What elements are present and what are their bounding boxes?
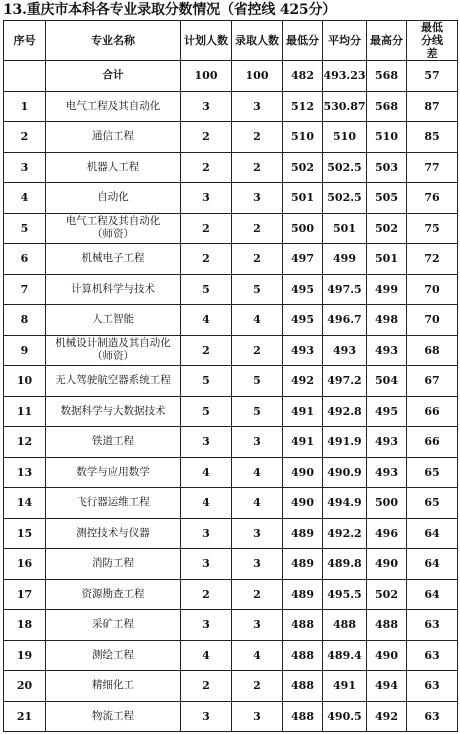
table-cell-min-diff: 63: [407, 671, 458, 702]
table-cell-max-score: 493: [367, 335, 407, 366]
header-plan: 计划人数: [181, 21, 232, 61]
table-cell-major: 机械设计制造及其自动化 （师资）: [46, 335, 181, 366]
table-row: [4, 457, 458, 488]
table-cell-plan: 4: [181, 457, 232, 488]
table-cell-avg-score: 497.5: [323, 274, 367, 305]
table-cell-max-score: 504: [367, 366, 407, 397]
table-cell-major: 通信工程: [46, 122, 181, 153]
table-cell-admit: 2: [232, 579, 283, 610]
table-cell-avg-score: 490.9: [323, 457, 367, 488]
table-cell-admit: 3: [232, 91, 283, 122]
table-cell-major: 物流工程: [46, 701, 181, 732]
table-cell-max-score: 503: [367, 152, 407, 183]
table-cell-avg-score: 510: [323, 122, 367, 153]
table-cell-admit: 2: [232, 213, 283, 244]
table-cell-admit: 3: [232, 549, 283, 580]
table-cell-max-score: 490: [367, 640, 407, 671]
table-cell-avg-score: 493.23: [323, 61, 367, 92]
table-row: [4, 366, 458, 397]
table-cell-min-score: 491: [283, 427, 323, 458]
table-cell-major: 精细化工: [46, 671, 181, 702]
table-cell-avg-score: 493: [323, 335, 367, 366]
table-cell-plan: 3: [181, 427, 232, 458]
table-cell-min-diff: 63: [407, 701, 458, 732]
table-cell-major: 电气工程及其自动化 （师资）: [46, 213, 181, 244]
table-cell-plan: 4: [181, 488, 232, 519]
table-row: [4, 244, 458, 275]
table-cell-min-score: 489: [283, 518, 323, 549]
table-row: [4, 427, 458, 458]
table-cell-admit: 4: [232, 457, 283, 488]
table-cell-major: 自动化: [46, 183, 181, 214]
table-cell-max-score: 496: [367, 518, 407, 549]
table-cell-max-score: 492: [367, 701, 407, 732]
table-cell-min-diff: 65: [407, 457, 458, 488]
table-row: [4, 152, 458, 183]
table-cell-index: 2: [4, 122, 46, 153]
table-cell-major: 资源勘查工程: [46, 579, 181, 610]
table-cell-admit: 4: [232, 488, 283, 519]
table-cell-min-score: 495: [283, 274, 323, 305]
table-cell-admit: 3: [232, 610, 283, 641]
table-cell-avg-score: 491.9: [323, 427, 367, 458]
table-cell-index: 1: [4, 91, 46, 122]
table-cell-index: 12: [4, 427, 46, 458]
table-row: [4, 335, 458, 366]
table-cell-max-score: 493: [367, 457, 407, 488]
table-cell-major: 消防工程: [46, 549, 181, 580]
table-cell-min-diff: 87: [407, 91, 458, 122]
table-row: [4, 701, 458, 732]
table-row: [4, 518, 458, 549]
table-cell-plan: 4: [181, 305, 232, 336]
table-cell-avg-score: 497.2: [323, 366, 367, 397]
table-cell-plan: 5: [181, 396, 232, 427]
table-cell-plan: 2: [181, 671, 232, 702]
table-cell-avg-score: 489.8: [323, 549, 367, 580]
table-cell-min-score: 489: [283, 549, 323, 580]
table-cell-avg-score: 496.7: [323, 305, 367, 336]
table-cell-min-diff: 67: [407, 366, 458, 397]
table-cell-min-score: 489: [283, 579, 323, 610]
table-cell-major: 机械电子工程: [46, 244, 181, 275]
table-cell-min-score: 490: [283, 457, 323, 488]
table-cell-min-score: 510: [283, 122, 323, 153]
table-cell-avg-score: 492.8: [323, 396, 367, 427]
table-cell-avg-score: 492.2: [323, 518, 367, 549]
table-cell-major: 数学与应用数学: [46, 457, 181, 488]
table-cell-major: 铁道工程: [46, 427, 181, 458]
table-cell-min-score: 482: [283, 61, 323, 92]
table-cell-admit: 3: [232, 701, 283, 732]
table-cell-min-score: 501: [283, 183, 323, 214]
table-cell-index: 4: [4, 183, 46, 214]
table-cell-index: 21: [4, 701, 46, 732]
header-min-diff: 最低分线差: [407, 21, 458, 61]
table-cell-plan: 3: [181, 610, 232, 641]
table-cell-max-score: 568: [367, 61, 407, 92]
table-cell-min-score: 490: [283, 488, 323, 519]
table-cell-min-score: 493: [283, 335, 323, 366]
table-cell-max-score: 500: [367, 488, 407, 519]
table-cell-plan: 4: [181, 640, 232, 671]
table-cell-index: 16: [4, 549, 46, 580]
table-cell-avg-score: 502.5: [323, 152, 367, 183]
total-row: [4, 61, 458, 92]
table-cell-max-score: 498: [367, 305, 407, 336]
table-row: [4, 579, 458, 610]
table-row: [4, 640, 458, 671]
table-cell-min-diff: 64: [407, 549, 458, 580]
table-cell-max-score: 501: [367, 244, 407, 275]
table-cell-min-diff: 75: [407, 213, 458, 244]
table-cell-admit: 4: [232, 305, 283, 336]
table-cell-plan: 5: [181, 274, 232, 305]
table-cell-index: 3: [4, 152, 46, 183]
table-cell-avg-score: 488: [323, 610, 367, 641]
header-avg-score: 平均分: [323, 21, 367, 61]
table-row: [4, 396, 458, 427]
table-cell-index: 5: [4, 213, 46, 244]
table-cell-admit: 2: [232, 122, 283, 153]
table-cell-major: 电气工程及其自动化: [46, 91, 181, 122]
table-row: [4, 274, 458, 305]
table-cell-min-diff: 68: [407, 335, 458, 366]
table-cell-max-score: 499: [367, 274, 407, 305]
table-row: [4, 122, 458, 153]
table-row: [4, 213, 458, 244]
table-cell-plan: 3: [181, 91, 232, 122]
header-admit: 录取人数: [232, 21, 283, 61]
table-row: [4, 549, 458, 580]
table-cell-plan: 2: [181, 335, 232, 366]
table-row: [4, 488, 458, 519]
table-cell-min-diff: 76: [407, 183, 458, 214]
document-title: 13.重庆市本科各专业录取分数情况（省控线 425分）: [3, 2, 337, 18]
table-cell-max-score: 568: [367, 91, 407, 122]
table-cell-admit: 2: [232, 244, 283, 275]
table-cell-min-score: 500: [283, 213, 323, 244]
table-cell-major: 合计: [46, 61, 181, 92]
table-cell-avg-score: 502.5: [323, 183, 367, 214]
table-cell-min-diff: 64: [407, 518, 458, 549]
table-cell-plan: 3: [181, 549, 232, 580]
table-cell-plan: 2: [181, 122, 232, 153]
table-cell-avg-score: 499: [323, 244, 367, 275]
table-cell-min-diff: 70: [407, 274, 458, 305]
table-cell-major: 计算机科学与技术: [46, 274, 181, 305]
table-cell-major: 无人驾驶航空器系统工程: [46, 366, 181, 397]
table-cell-min-diff: 63: [407, 610, 458, 641]
table-cell-index: 15: [4, 518, 46, 549]
table-cell-min-diff: 85: [407, 122, 458, 153]
table-cell-index: 20: [4, 671, 46, 702]
table-cell-min-score: 502: [283, 152, 323, 183]
table-row: [4, 91, 458, 122]
table-cell-min-score: 488: [283, 610, 323, 641]
table-cell-admit: 5: [232, 366, 283, 397]
table-row: [4, 671, 458, 702]
table-cell-max-score: 494: [367, 671, 407, 702]
header-max-score: 最高分: [367, 21, 407, 61]
table-cell-major: 机器人工程: [46, 152, 181, 183]
table-row: [4, 183, 458, 214]
table-cell-index: 10: [4, 366, 46, 397]
table-cell-index: 19: [4, 640, 46, 671]
header-major: 专业名称: [46, 21, 181, 61]
header-min-score: 最低分: [283, 21, 323, 61]
admission-scores-table: [3, 20, 458, 732]
table-cell-plan: 3: [181, 701, 232, 732]
table-cell-admit: 2: [232, 671, 283, 702]
table-cell-index: 17: [4, 579, 46, 610]
table-cell-avg-score: 490.5: [323, 701, 367, 732]
table-cell-admit: 2: [232, 335, 283, 366]
table-cell-avg-score: 489.4: [323, 640, 367, 671]
table-cell-major: 测绘工程: [46, 640, 181, 671]
table-cell-index: [4, 61, 46, 92]
table-cell-min-diff: 72: [407, 244, 458, 275]
table-cell-index: 9: [4, 335, 46, 366]
table-cell-min-diff: 65: [407, 488, 458, 519]
table-cell-min-diff: 64: [407, 579, 458, 610]
table-cell-admit: 2: [232, 152, 283, 183]
table-cell-min-diff: 66: [407, 396, 458, 427]
table-cell-admit: 3: [232, 518, 283, 549]
table-cell-admit: 5: [232, 396, 283, 427]
table-cell-min-diff: 63: [407, 640, 458, 671]
table-cell-min-diff: 77: [407, 152, 458, 183]
table-cell-major: 测控技术与仪器: [46, 518, 181, 549]
table-cell-min-score: 488: [283, 701, 323, 732]
table-row: [4, 305, 458, 336]
table-cell-min-score: 492: [283, 366, 323, 397]
table-cell-plan: 5: [181, 366, 232, 397]
header-row: [4, 21, 458, 61]
header-index: 序号: [4, 21, 46, 61]
table-cell-avg-score: 494.9: [323, 488, 367, 519]
table-cell-plan: 2: [181, 579, 232, 610]
table-cell-max-score: 505: [367, 183, 407, 214]
table-cell-admit: 3: [232, 183, 283, 214]
table-cell-admit: 3: [232, 427, 283, 458]
table-cell-major: 飞行器运维工程: [46, 488, 181, 519]
table-cell-min-score: 488: [283, 671, 323, 702]
table-cell-plan: 100: [181, 61, 232, 92]
table-cell-min-diff: 57: [407, 61, 458, 92]
table-cell-min-score: 488: [283, 640, 323, 671]
table-cell-index: 6: [4, 244, 46, 275]
table-cell-index: 11: [4, 396, 46, 427]
table-cell-max-score: 502: [367, 579, 407, 610]
table-cell-plan: 3: [181, 183, 232, 214]
table-cell-index: 18: [4, 610, 46, 641]
table-cell-max-score: 510: [367, 122, 407, 153]
table-row: [4, 610, 458, 641]
table-cell-min-diff: 70: [407, 305, 458, 336]
table-cell-plan: 2: [181, 152, 232, 183]
table-cell-avg-score: 530.87: [323, 91, 367, 122]
table-cell-index: 7: [4, 274, 46, 305]
table-cell-plan: 2: [181, 213, 232, 244]
table-cell-max-score: 493: [367, 427, 407, 458]
table-cell-admit: 100: [232, 61, 283, 92]
table-cell-index: 8: [4, 305, 46, 336]
table-cell-max-score: 490: [367, 549, 407, 580]
table-cell-plan: 2: [181, 244, 232, 275]
table-cell-admit: 5: [232, 274, 283, 305]
table-cell-avg-score: 495.5: [323, 579, 367, 610]
table-cell-min-diff: 66: [407, 427, 458, 458]
table-cell-major: 采矿工程: [46, 610, 181, 641]
table-cell-avg-score: 491: [323, 671, 367, 702]
table-cell-index: 13: [4, 457, 46, 488]
table-cell-avg-score: 501: [323, 213, 367, 244]
table-cell-min-score: 491: [283, 396, 323, 427]
table-cell-min-score: 495: [283, 305, 323, 336]
table-cell-index: 14: [4, 488, 46, 519]
table-cell-min-score: 512: [283, 91, 323, 122]
table-cell-max-score: 502: [367, 213, 407, 244]
table-cell-max-score: 488: [367, 610, 407, 641]
table-cell-major: 数据科学与大数据技术: [46, 396, 181, 427]
table-cell-major: 人工智能: [46, 305, 181, 336]
table-cell-max-score: 495: [367, 396, 407, 427]
table-cell-min-score: 497: [283, 244, 323, 275]
table-cell-admit: 4: [232, 640, 283, 671]
table-cell-plan: 3: [181, 518, 232, 549]
